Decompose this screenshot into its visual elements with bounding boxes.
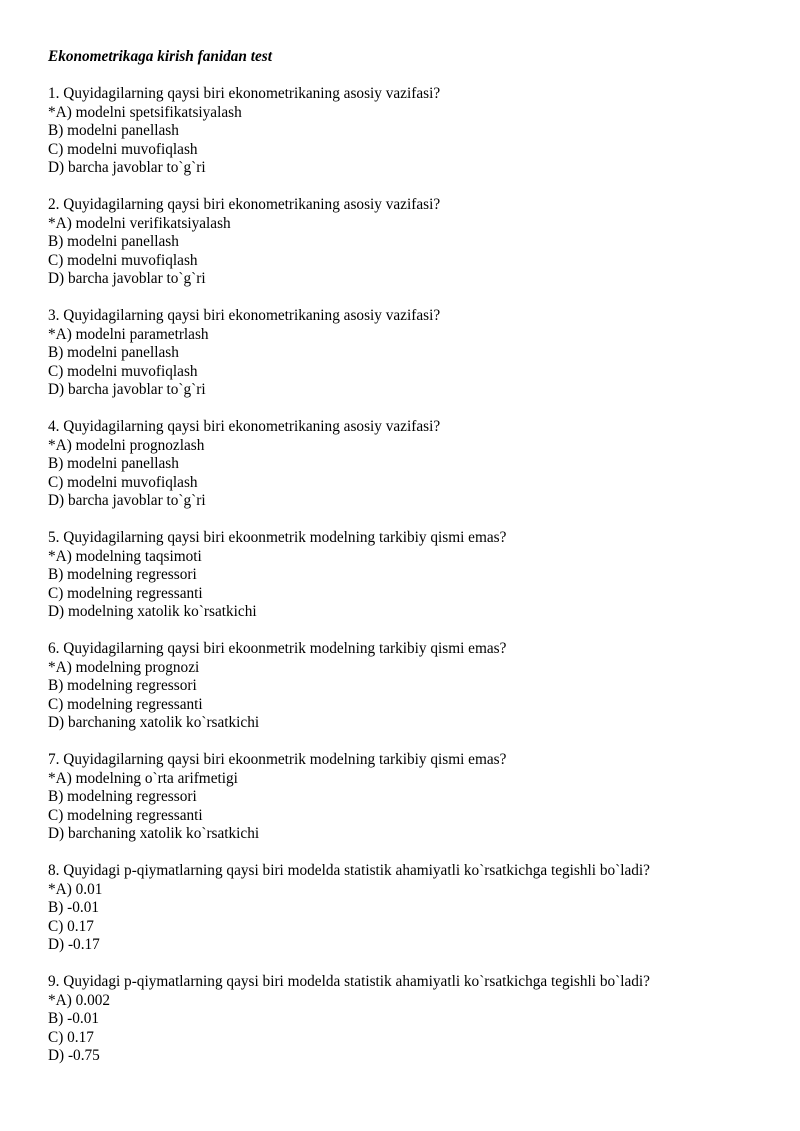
answer-option-b: B) modelni panellash xyxy=(48,233,179,250)
answer-option-b: B) modelni panellash xyxy=(48,344,179,361)
question-text: 3. Quyidagilarning qaysi biri ekonometrikaning asosiy vazifasi? xyxy=(48,307,441,324)
question-text: 6. Quyidagilarning qaysi biri ekoonmetrik modelning tarkibiy qismi emas? xyxy=(48,640,507,657)
answer-option-b: B) modelning regressori xyxy=(48,566,197,583)
question-text: 1. Quyidagilarning qaysi biri ekonometrikaning asosiy vazifasi? xyxy=(48,85,441,102)
question-text: 2. Quyidagilarning qaysi biri ekonometrikaning asosiy vazifasi? xyxy=(48,196,441,213)
question-1 xyxy=(48,85,768,178)
answer-option-d: D) barcha javoblar to`g`ri xyxy=(48,159,206,176)
answer-option-d: D) -0.17 xyxy=(48,936,100,953)
answer-option-d: D) barcha javoblar to`g`ri xyxy=(48,492,206,509)
question-4 xyxy=(48,418,768,511)
answer-option-d: D) barchaning xatolik ko`rsatkichi xyxy=(48,825,260,842)
answer-option-b: B) -0.01 xyxy=(48,899,99,916)
answer-option-c: C) modelni muvofiqlash xyxy=(48,362,198,380)
answer-option-c: C) modelning regressanti xyxy=(48,584,203,602)
question-text: 8. Quyidagi p-qiymatlarning qaysi biri modelda statistik ahamiyatli ko`rsatkichga tegishli bo`ladi? xyxy=(48,862,650,879)
answer-option-a: *A) modelni parametrlash xyxy=(48,325,209,343)
answer-option-d: D) barchaning xatolik ko`rsatkichi xyxy=(48,714,260,731)
question-8 xyxy=(48,862,768,955)
question-text: 7. Quyidagilarning qaysi biri ekoonmetrik modelning tarkibiy qismi emas? xyxy=(48,751,507,768)
question-2 xyxy=(48,196,768,289)
answer-option-c: C) 0.17 xyxy=(48,1028,94,1046)
question-text: 9. Quyidagi p-qiymatlarning qaysi biri modelda statistik ahamiyatli ko`rsatkichga tegishli bo`ladi? xyxy=(48,973,650,990)
answer-option-a: *A) modelni prognozlash xyxy=(48,436,205,454)
answer-option-a: *A) modelning o`rta arifmetigi xyxy=(48,769,238,787)
answer-option-a: *A) modelning taqsimoti xyxy=(48,547,202,565)
question-text: 4. Quyidagilarning qaysi biri ekonometrikaning asosiy vazifasi? xyxy=(48,418,441,435)
answer-option-b: B) modelning regressori xyxy=(48,677,197,694)
question-5 xyxy=(48,529,768,622)
answer-option-a: *A) modelning prognozi xyxy=(48,658,200,676)
answer-option-d: D) barcha javoblar to`g`ri xyxy=(48,270,206,287)
answer-option-c: C) modelning regressanti xyxy=(48,695,203,713)
answer-option-d: D) modelning xatolik ko`rsatkichi xyxy=(48,603,257,620)
answer-option-a: *A) 0.002 xyxy=(48,991,111,1009)
answer-option-a: *A) modelni verifikatsiyalash xyxy=(48,214,231,232)
answer-option-b: B) -0.01 xyxy=(48,1010,99,1027)
document-page xyxy=(48,48,768,1084)
answer-option-c: C) modelni muvofiqlash xyxy=(48,251,198,269)
question-6 xyxy=(48,640,768,733)
answer-option-b: B) modelni panellash xyxy=(48,455,179,472)
question-text: 5. Quyidagilarning qaysi biri ekoonmetrik modelning tarkibiy qismi emas? xyxy=(48,529,507,546)
answer-option-c: C) modelning regressanti xyxy=(48,806,203,824)
question-9 xyxy=(48,973,768,1066)
answer-option-a: *A) modelni spetsifikatsiyalash xyxy=(48,103,242,121)
question-7 xyxy=(48,751,768,844)
document-title: Ekonometrikaga kirish fanidan test xyxy=(48,48,272,65)
answer-option-b: B) modelning regressori xyxy=(48,788,197,805)
answer-option-c: C) 0.17 xyxy=(48,917,94,935)
answer-option-c: C) modelni muvofiqlash xyxy=(48,140,198,158)
answer-option-b: B) modelni panellash xyxy=(48,122,179,139)
question-3 xyxy=(48,307,768,400)
answer-option-d: D) -0.75 xyxy=(48,1047,100,1064)
answer-option-d: D) barcha javoblar to`g`ri xyxy=(48,381,206,398)
answer-option-a: *A) 0.01 xyxy=(48,880,103,898)
answer-option-c: C) modelni muvofiqlash xyxy=(48,473,198,491)
